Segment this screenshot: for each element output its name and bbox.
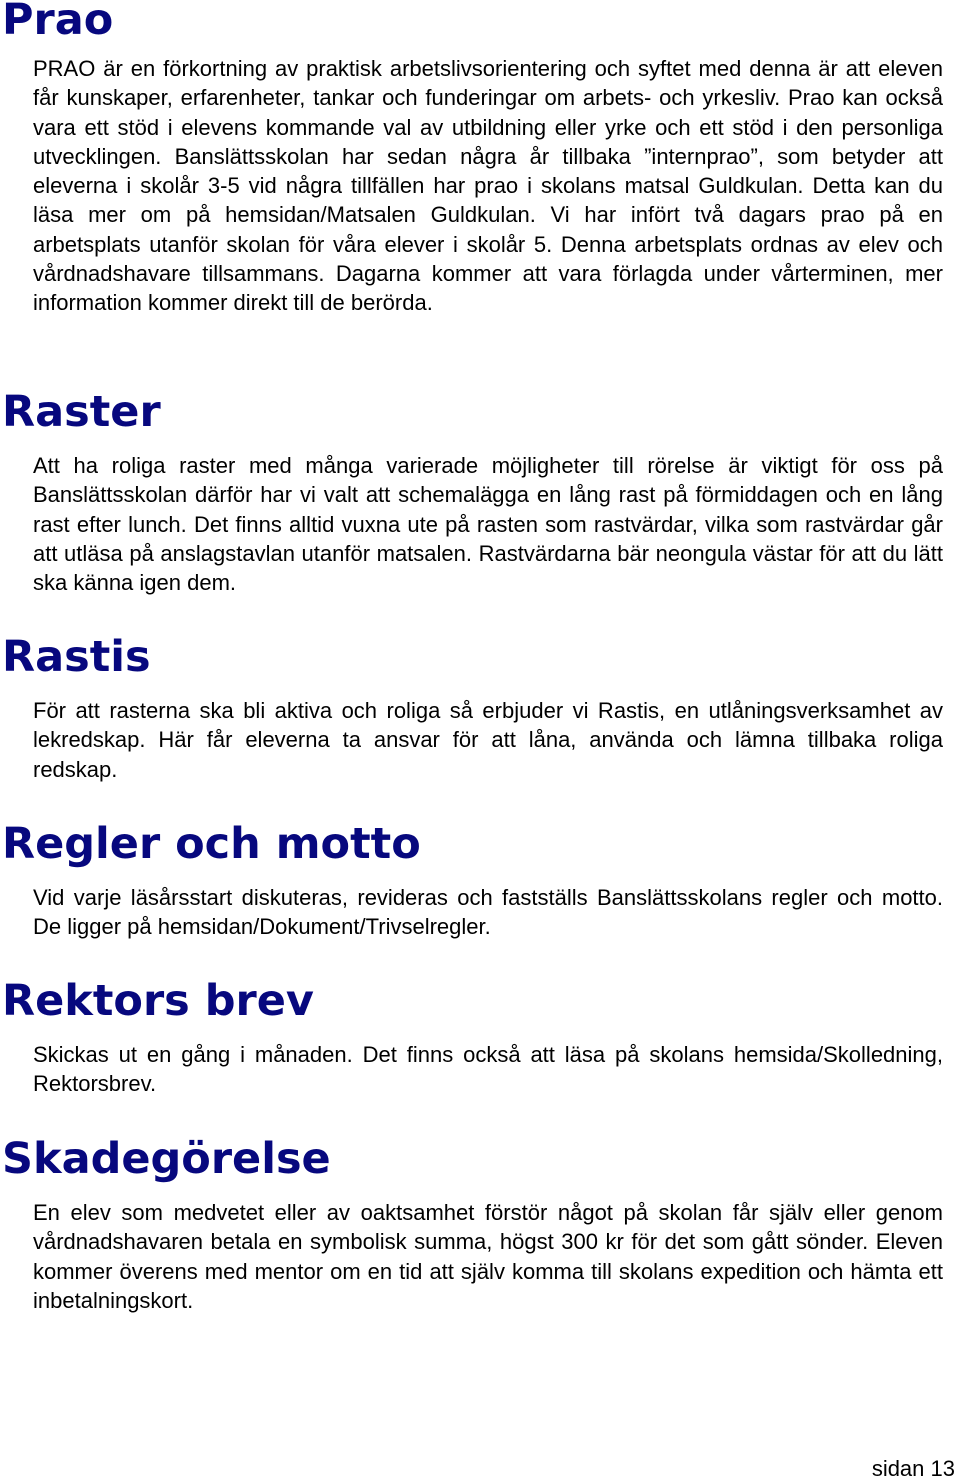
heading-raster: Raster xyxy=(2,387,161,437)
heading-rektors-brev: Rektors brev xyxy=(2,976,314,1026)
paragraph-raster: Att ha roliga raster med många varierade möjligheter till rörelse är viktigt för oss på Banslättsskolan därför har vi valt att schemalägga en lång rast på förmiddagen och en lång rast efter lunch. Det finns alltid vuxna ute på rasten som rastvärdar, vilka som rastvärdar går att utläsa på anslagstavlan utanför matsalen. Rastvärdarna bär neongula västar för att du lätt ska känna igen dem. xyxy=(33,453,943,596)
section-rektors-brev xyxy=(0,977,960,1099)
paragraph-rektors-brev: Skickas ut en gång i månaden. Det finns också att läsa på skolans hemsida/Skolledning, Rektorsbrev. xyxy=(33,1042,943,1097)
heading-rastis: Rastis xyxy=(2,632,151,682)
paragraph-skadegorelse: En elev som medvetet eller av oaktsamhet förstör något på skolan får själv eller genom vårdnadshavaren betala en symbolisk summa, högst 300 kr för det som gått sönder. Eleven kommer överens med mentor om en tid att själv komma till skolans expedition och hämta ett inbetalningskort. xyxy=(33,1200,943,1313)
heading-skadegorelse: Skadegörelse xyxy=(2,1134,331,1184)
section-regler-och-motto xyxy=(0,820,960,942)
section-skadegorelse xyxy=(0,1135,960,1315)
section-rastis xyxy=(0,633,960,784)
section-raster xyxy=(0,388,960,597)
heading-regler-och-motto: Regler och motto xyxy=(2,819,421,869)
paragraph-rastis: För att rasterna ska bli aktiva och roliga så erbjuder vi Rastis, en utlåningsverksamhet av lekredskap. Här får eleverna ta ansvar för att låna, använda och lämna tillbaka roliga redskap. xyxy=(33,698,943,782)
page-number: sidan 13 xyxy=(871,1456,955,1481)
paragraph-prao: PRAO är en förkortning av praktisk arbetslivsorientering och syftet med denna är att eleven får kunskaper, erfarenheter, tankar och funderingar om arbets- och yrkesliv. Prao kan också vara ett stöd i elevens kommande val av utbildning eller yrke och ett stöd i den personliga utvecklingen. Banslättsskolan har sedan några år tillbaka ”internprao”, som betyder att eleverna i skolår 3-5 vid några tillfällen har prao i skolans matsal Guldkulan. Detta kan du läsa mer om på hemsidan/Matsalen Guldkulan. Vi har infört två dagars prao på en arbetsplats utanför skolan för våra elever i skolår 5. Denna arbetsplats ordnas av elev och vårdnadshavare tillsammans. Dagarna kommer att vara förlagda under vårterminen, mer information kommer direkt till de berörda. xyxy=(33,56,943,316)
heading-prao: Prao xyxy=(2,0,114,45)
section-prao xyxy=(0,0,960,318)
paragraph-regler-och-motto: Vid varje läsårsstart diskuteras, revideras och fastställs Banslättsskolans regler och motto. De ligger på hemsidan/Dokument/Trivselregler. xyxy=(33,885,943,940)
